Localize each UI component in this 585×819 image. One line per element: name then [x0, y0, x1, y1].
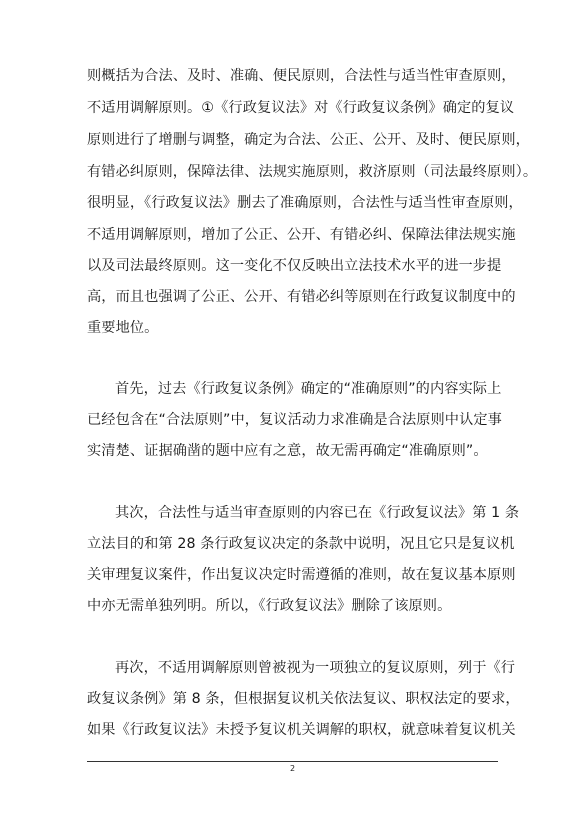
text-line: 中亦无需单独列明。所以，《行政复议法》删除了该原则。 [87, 598, 452, 614]
text-line: 再次，不适用调解原则曾被视为一项独立的复议原则，列于《行 [115, 660, 516, 676]
text-line: 原则进行了增删与调整，确定为合法、公正、公开、及时、便民原则， [87, 132, 530, 148]
footer-divider [87, 761, 498, 762]
text-line: 关审理复议案件，作出复议决定时需遵循的准则，故在复议基本原则 [87, 567, 516, 583]
text-line: 有错必纠原则，保障法律、法规实施原则，救济原则（司法最终原则）。 [87, 164, 538, 180]
text-line: 重要地位。 [87, 320, 159, 336]
text-line: 实清楚、证据确凿的题中应有之意，故无需再确定“准确原则”。 [87, 443, 488, 459]
text-line: 以及司法最终原则。这一变化不仅反映出立法技术水平的进一步提 [87, 258, 502, 274]
text-line: 则概括为合法、及时、准确、便民原则，合法性与适当性审查原则， [87, 68, 516, 84]
page-number: 2 [289, 764, 296, 773]
text-line: 很明显，《行政复议法》删去了准确原则，合法性与适当性审查原则， [87, 195, 523, 211]
text-line: 政复议条例》第 8 条，但根据复议机关依法复议、职权法定的要求， [87, 691, 520, 707]
text-line: 高，而且也强调了公正、公开、有错必纠等原则在行政复议制度中的 [87, 289, 516, 305]
text-line: 已经包含在“合法原则”中，复议活动力求准确是合法原则中认定事 [87, 412, 502, 428]
text-line: 如果《行政复议法》未授予复议机关调解的职权，就意味着复议机关 [87, 722, 516, 738]
text-line: 不适用调解原则，增加了公正、公开、有错必纠、保障法律法规实施 [87, 227, 516, 243]
text-line: 首先，过去《行政复议条例》确定的“准确原则”的内容实际上 [115, 381, 502, 397]
text-line: 立法目的和第 28 条行政复议决定的条款中说明，况且它只是复议机 [87, 536, 515, 552]
text-line: 不适用调解原则。①《行政复议法》对《行政复议条例》确定的复议 [87, 100, 515, 116]
text-line: 其次，合法性与适当审查原则的内容已在《行政复议法》第 1 条 [115, 505, 520, 521]
